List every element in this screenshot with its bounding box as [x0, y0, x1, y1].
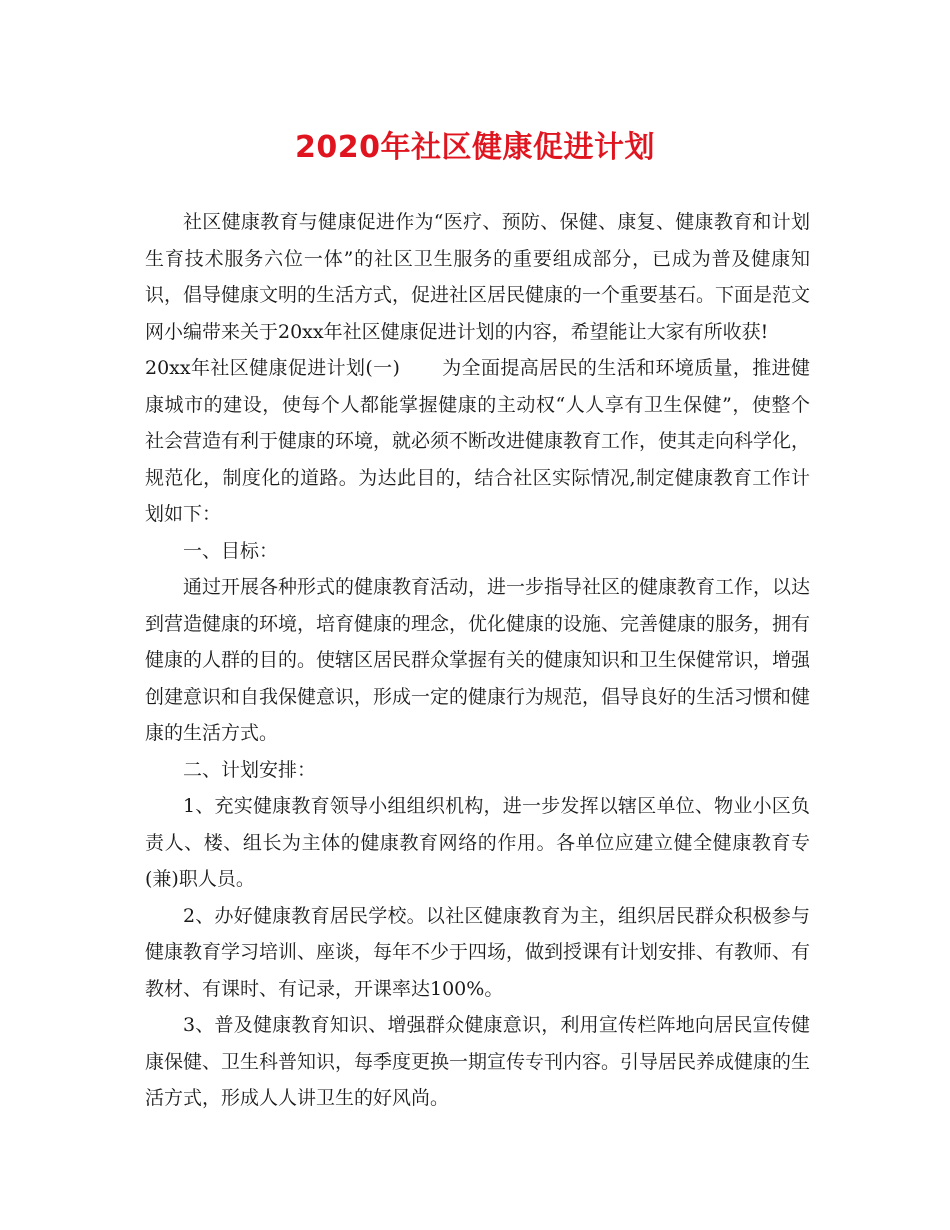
plan-paragraph — [145, 350, 810, 533]
document-title: 2020年社区健康促进计划 — [295, 130, 655, 165]
intro-paragraph: 社区健康教育与健康促进作为“医疗、预防、保健、康复、健康教育和计划生育技术服务六位一体”的社区卫生服务的重要组成部分，已成为普及健康知识，倡导健康文明的生活方式，促进社区居民健康的一个重要基石。下面是范文网小编带来关于20xx年社区健康促进计划的内容，希望能让大家有所收获! — [145, 211, 811, 343]
arrangement-item-1: 1、充实健康教育领导小组组织机构，进一步发挥以辖区单位、物业小区负责人、楼、组长为主体的健康教育网络的作用。各单位应建立健全健康教育专(兼)职人员。 — [145, 795, 810, 890]
arrangement-item-3: 3、普及健康教育知识、增强群众健康意识，利用宣传栏阵地向居民宣传健康保健、卫生科普知识，每季度更换一期宣传专刊内容。引导居民养成健康的生活方式，形成人人讲卫生的好风尚。 — [145, 1014, 811, 1109]
document-body — [145, 204, 810, 1117]
plan-heading: 20xx年社区健康促进计划(一) — [145, 357, 400, 379]
plan-intro-text: 为全面提高居民的生活和环境质量，推进健康城市的建设，使每个人都能掌握健康的主动权“人人享有卫生保健”，使整个社会营造有利于健康的环境，就必须不断改进健康教育工作，使其走向科学化，规范化，制度化的道路。为达此目的，结合社区实际情况,制定健康教育工作计划如下： — [145, 357, 811, 525]
arrangement-item-2: 2、办好健康教育居民学校。以社区健康教育为主，组织居民群众积极参与健康教育学习培训、座谈，每年不少于四场，做到授课有计划安排、有教师、有教材、有课时、有记录，开课率达100%。 — [145, 904, 811, 1000]
goal-heading: 一、目标： — [183, 539, 279, 562]
arrangement-heading: 二、计划安排： — [183, 758, 317, 781]
goal-paragraph: 通过开展各种形式的健康教育活动，进一步指导社区的健康教育工作，以达到营造健康的环境，培育健康的理念，优化健康的设施、完善健康的服务，拥有健康的人群的目的。使辖区居民群众掌握有关的健康知识和卫生保健常识，增强创建意识和自我保健意识，形成一定的健康行为规范，倡导良好的生活习惯和健康的生活方式。 — [145, 576, 811, 744]
